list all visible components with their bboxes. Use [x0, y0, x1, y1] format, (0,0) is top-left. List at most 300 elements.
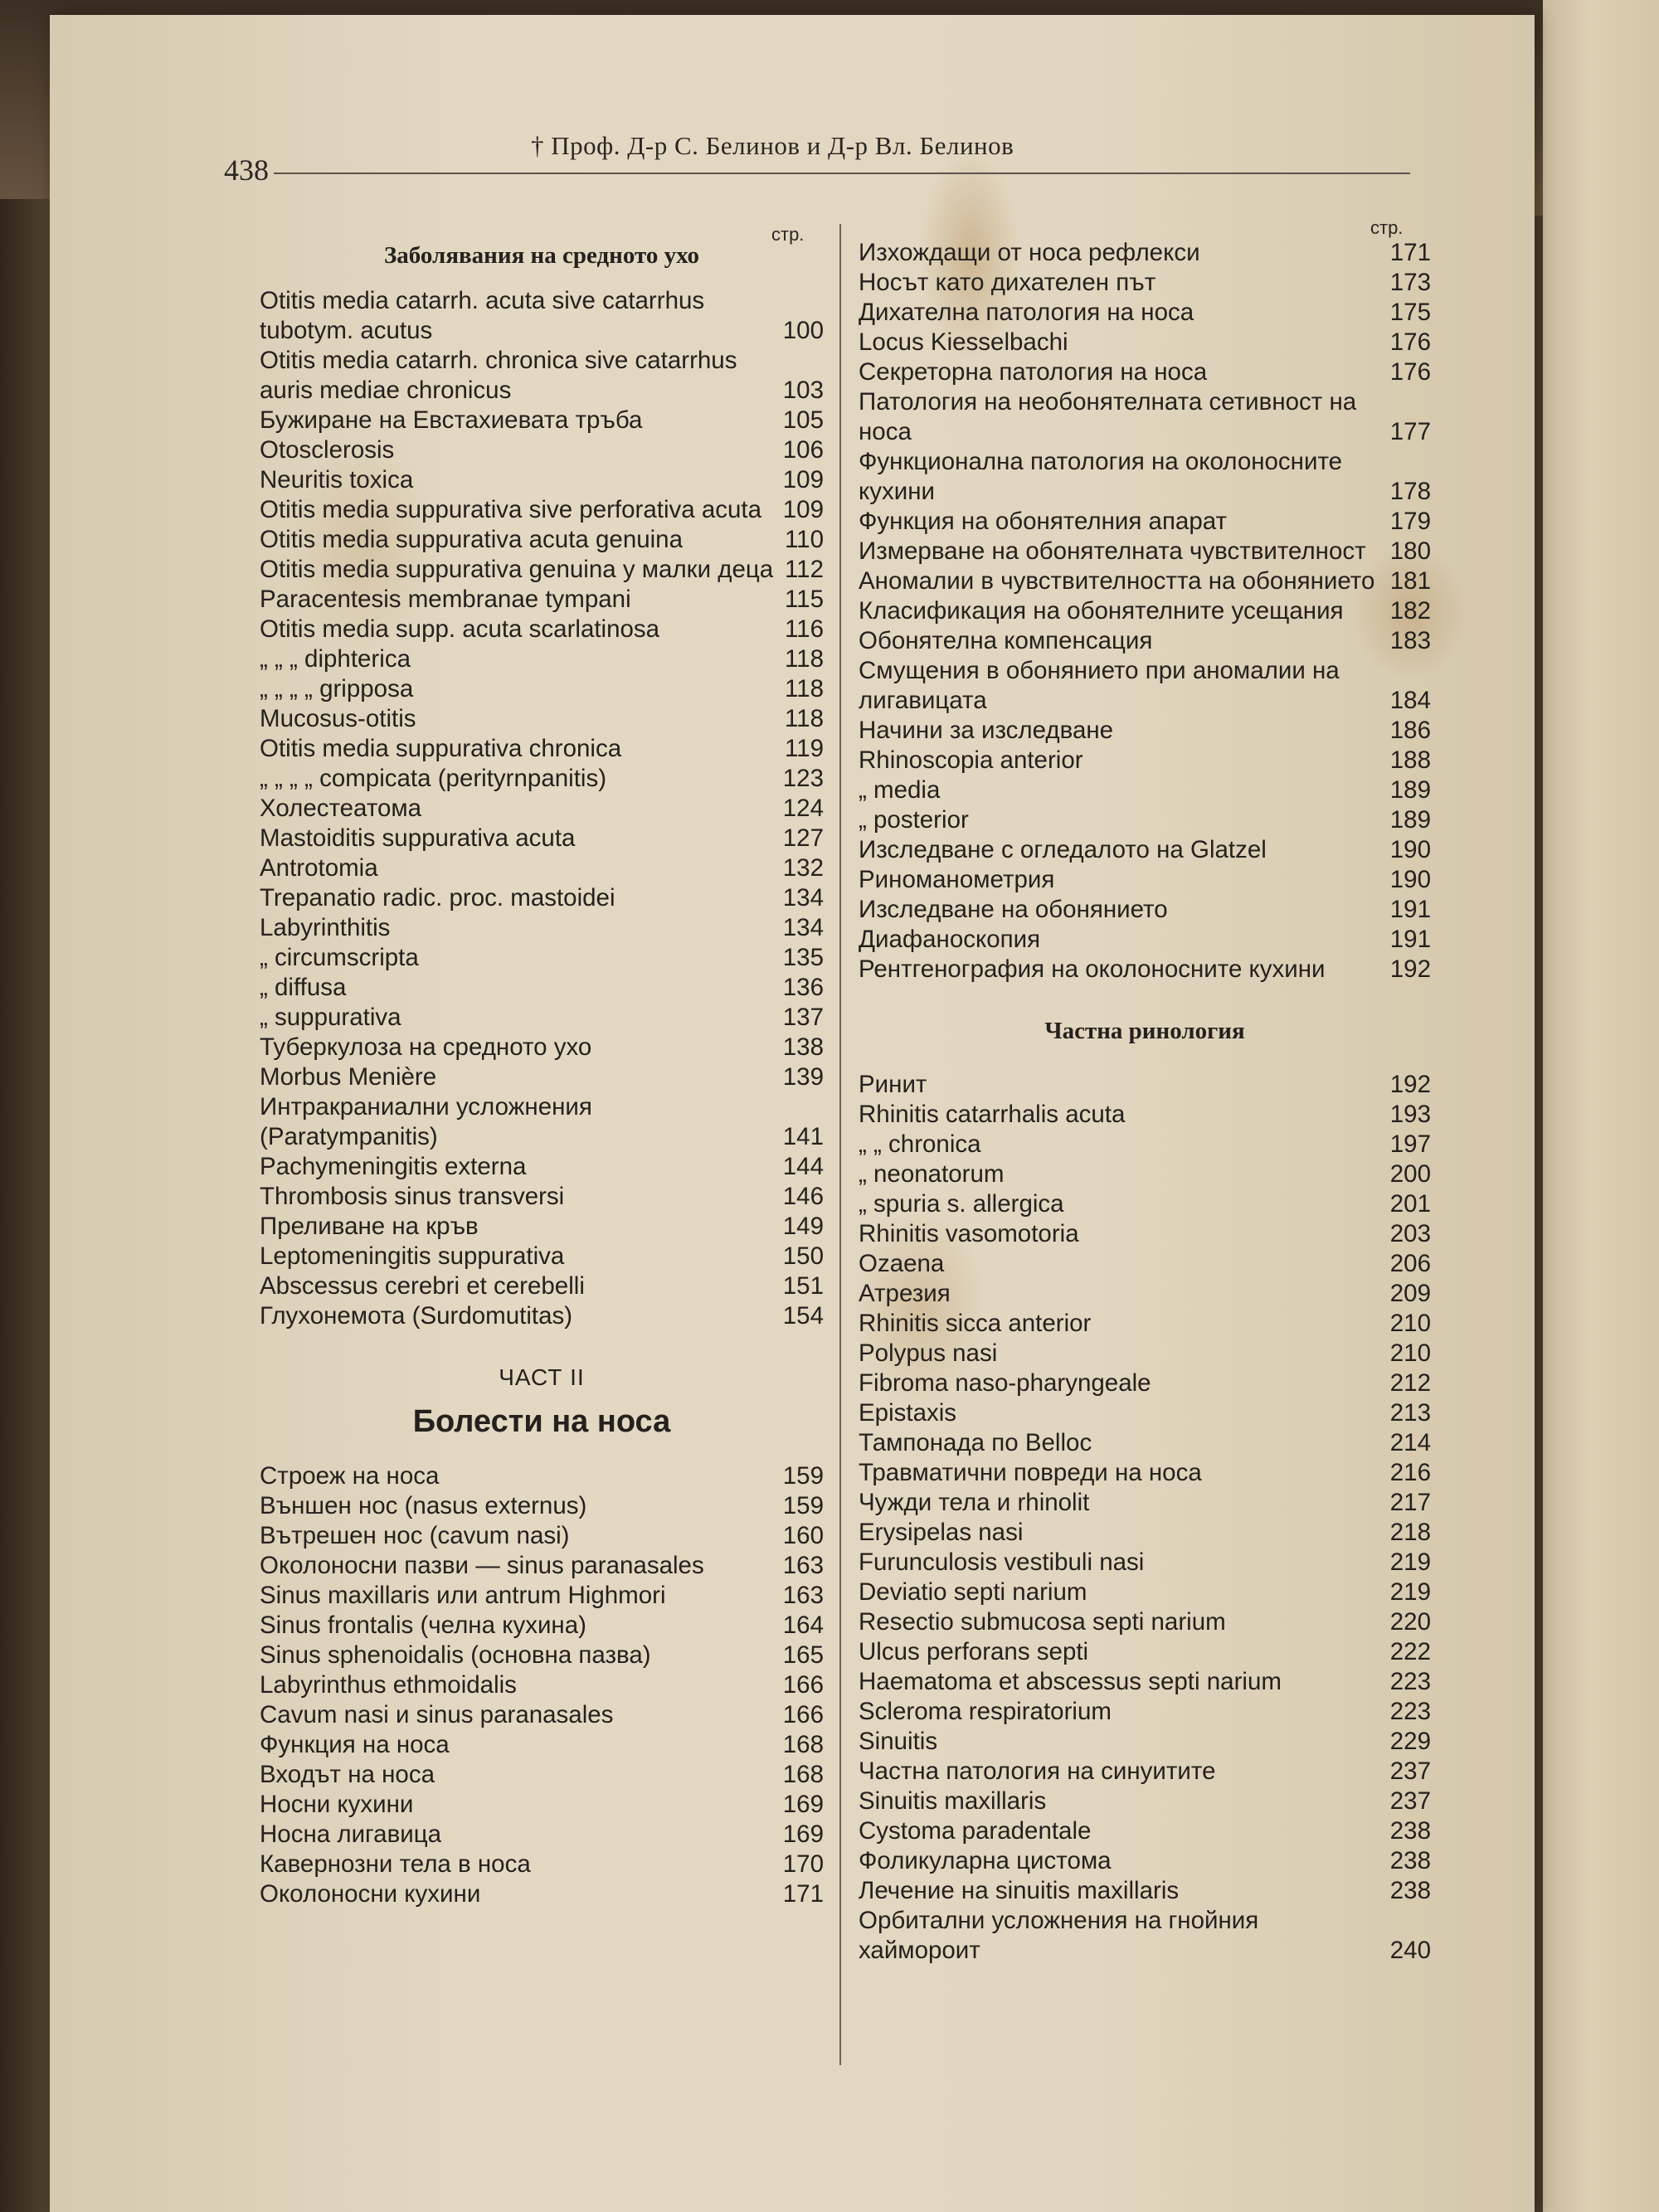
toc-entry — [260, 1700, 824, 1730]
toc-entry-title: Epistaxis — [859, 1399, 957, 1427]
toc-entry — [859, 925, 1431, 955]
toc-entry-page: 192 — [1389, 1071, 1431, 1098]
toc-entry-title: Външен нос (nasus externus) — [260, 1492, 587, 1519]
toc-entry-title: Pachymeningitis externa — [260, 1153, 527, 1180]
toc-entry-page: 183 — [1389, 627, 1431, 654]
toc-entry — [260, 1092, 824, 1152]
toc-entry-page: 176 — [1389, 328, 1431, 356]
toc-entry-title: Обонятелна компенсация — [859, 627, 1153, 654]
toc-entry — [859, 1159, 1431, 1189]
toc-entry-title: Строеж на носа — [260, 1462, 440, 1490]
toc-entry — [859, 1309, 1431, 1339]
toc-entry — [859, 1607, 1431, 1637]
toc-entry-page: 182 — [1389, 597, 1431, 625]
toc-entry — [260, 555, 824, 585]
toc-entry-title: Otitis media suppurativa sive perforativa acuta — [260, 496, 762, 523]
toc-entry-title: Травматични повреди на носа — [859, 1459, 1202, 1486]
toc-entry-title: Диафаноскопия — [859, 926, 1041, 953]
toc-entry — [260, 913, 824, 943]
toc-entry-page: 100 — [782, 317, 824, 344]
right-column — [859, 211, 1431, 1966]
toc-entry-title: Otitis media suppurativa genuina у малки деца — [260, 556, 774, 583]
toc-entry-page: 118 — [784, 645, 824, 673]
toc-entry-page: 119 — [784, 735, 824, 762]
toc-entry-page: 219 — [1389, 1578, 1431, 1606]
toc-entry-title: Sinuitis — [859, 1728, 938, 1755]
toc-entry-page: 136 — [782, 974, 824, 1001]
toc-entry-title: Labyrinthus ethmoidalis — [260, 1671, 517, 1699]
toc-entry-title: Ozaena — [859, 1250, 945, 1277]
toc-entry — [260, 346, 824, 406]
toc-entry-title: Rhinitis vasomotoria — [859, 1220, 1079, 1247]
toc-entry — [260, 1730, 824, 1760]
toc-entry-title: „ „ „ „ gripposa — [260, 675, 414, 702]
toc-entry-page: 176 — [1389, 358, 1431, 386]
toc-entry-title: Mastoiditis suppurativa acuta — [260, 824, 576, 852]
toc-entry-title: Haematoma et abscessus septi narium — [859, 1668, 1282, 1695]
toc-entry-title: Носът като дихателен път — [859, 269, 1156, 296]
toc-entry-title: Antrotomia — [260, 854, 378, 882]
toc-entry-page: 170 — [782, 1850, 824, 1878]
toc-entry — [859, 1398, 1431, 1428]
toc-entry-page: 218 — [1389, 1519, 1431, 1546]
toc-entry-page: 190 — [1389, 866, 1431, 893]
toc-entry-title: Rhinitis sicca anterior — [859, 1310, 1092, 1337]
toc-entry — [859, 387, 1431, 447]
toc-entry-page: 166 — [782, 1701, 824, 1728]
toc-entry-page: 200 — [1389, 1160, 1431, 1188]
toc-entry-page: 169 — [782, 1821, 824, 1848]
toc-entry — [859, 298, 1431, 328]
toc-entry — [859, 656, 1431, 716]
toc-entry-title: Изследване с огледалото на Glatzel — [859, 836, 1267, 863]
toc-entry-title: Риноманометрия — [859, 866, 1055, 893]
toc-entry — [859, 746, 1431, 775]
toc-entry — [859, 238, 1431, 268]
toc-entry-title: Sinus sphenoidalis (основна пазва) — [260, 1641, 651, 1669]
toc-entry-title: Дихателна патология на носа — [859, 299, 1194, 326]
toc-entry — [859, 1369, 1431, 1398]
left-column — [260, 216, 824, 1909]
toc-entry — [859, 507, 1431, 537]
toc-entry — [859, 1458, 1431, 1488]
toc-entry-title: „ spuria s. allergica — [859, 1190, 1064, 1218]
toc-entry-title: Преливане на кръв — [260, 1213, 479, 1240]
toc-entry-page: 189 — [1389, 776, 1431, 804]
toc-entry-page: 123 — [782, 765, 824, 792]
toc-entry — [260, 1850, 824, 1879]
toc-entry — [859, 1697, 1431, 1727]
toc-entry-title: „ posterior — [859, 806, 969, 834]
toc-entry-page: 137 — [782, 1004, 824, 1031]
toc-entry — [260, 1641, 824, 1670]
toc-entry-title: Околоносни пазви — sinus paranasales — [260, 1552, 704, 1579]
toc-entry-title: Erysipelas nasi — [859, 1519, 1024, 1546]
toc-entry-page: 184 — [1389, 687, 1431, 714]
toc-entry-page: 197 — [1389, 1130, 1431, 1158]
toc-entry-page: 216 — [1389, 1459, 1431, 1486]
toc-entry-page: 173 — [1389, 269, 1431, 296]
toc-entry-title: Rhinoscopia anterior — [859, 746, 1083, 774]
toc-entry-page: 201 — [1389, 1190, 1431, 1218]
toc-entry — [859, 626, 1431, 656]
toc-entry-title: Sinus maxillaris или antrum Highmori — [260, 1582, 666, 1609]
toc-entry — [859, 1130, 1431, 1159]
toc-list-nose — [260, 1461, 824, 1909]
toc-entry-page: 165 — [782, 1641, 824, 1669]
toc-entry — [859, 1279, 1431, 1309]
toc-entry-page: 223 — [1389, 1698, 1431, 1725]
toc-entry — [260, 495, 824, 525]
toc-entry-page: 134 — [782, 914, 824, 941]
toc-entry-page: 217 — [1389, 1489, 1431, 1516]
toc-entry — [859, 1428, 1431, 1458]
toc-entry — [260, 1670, 824, 1700]
toc-entry-page: 146 — [782, 1183, 824, 1210]
toc-entry-page: 149 — [782, 1213, 824, 1240]
toc-entry-page: 109 — [782, 496, 824, 523]
toc-entry-page: 168 — [782, 1731, 824, 1758]
toc-entry — [859, 1548, 1431, 1578]
toc-entry — [859, 1070, 1431, 1100]
running-head — [224, 124, 1410, 187]
toc-entry — [260, 1611, 824, 1641]
toc-entry-page: 169 — [782, 1791, 824, 1818]
toc-entry-title: Resectio submucosa septi narium — [859, 1608, 1226, 1636]
toc-entry — [859, 1787, 1431, 1816]
toc-entry — [859, 268, 1431, 298]
toc-entry-page: 132 — [782, 854, 824, 882]
toc-entry — [260, 1301, 824, 1331]
toc-entry — [260, 1242, 824, 1271]
toc-entry — [859, 1727, 1431, 1757]
toc-entry — [260, 794, 824, 824]
toc-entry-page: 237 — [1389, 1787, 1431, 1815]
toc-entry-title: Trepanatio radic. proc. mastoidei — [260, 884, 615, 912]
toc-entry-title: Labyrinthitis — [260, 914, 391, 941]
toc-entry-title: Otitis media supp. acuta scarlatinosa — [260, 615, 660, 643]
toc-entry — [260, 1760, 824, 1790]
toc-entry — [260, 1581, 824, 1611]
toc-entry-page: 190 — [1389, 836, 1431, 863]
toc-entry — [260, 1551, 824, 1581]
toc-entry-page: 193 — [1389, 1101, 1431, 1128]
toc-entry-page: 210 — [1389, 1310, 1431, 1337]
toc-entry-page: 213 — [1389, 1399, 1431, 1427]
toc-entry-page: 118 — [784, 705, 824, 732]
column-divider — [839, 224, 841, 2065]
toc-entry-title: „ „ „ diphterica — [260, 645, 411, 673]
adjacent-page — [1543, 0, 1659, 2212]
toc-entry — [859, 1518, 1431, 1548]
toc-entry-title: Abscessus cerebri et cerebelli — [260, 1272, 585, 1300]
toc-entry — [859, 716, 1431, 746]
toc-entry-title: Otitis media catarrh. acuta sive catarrhus tubotym. acutus — [260, 287, 712, 344]
toc-entry — [260, 1521, 824, 1551]
toc-entry-page: 171 — [1389, 239, 1431, 266]
toc-entry-title: „ diffusa — [260, 974, 347, 1001]
toc-entry-title: Чужди тела и rhinolit — [859, 1489, 1090, 1516]
toc-entry — [859, 537, 1431, 566]
toc-entry-page: 219 — [1389, 1548, 1431, 1576]
toc-entry-title: Rhinitis catarrhalis acuta — [859, 1101, 1126, 1128]
toc-entry-title: Класификация на обонятелните усещания — [859, 597, 1344, 625]
toc-entry-page: 222 — [1389, 1638, 1431, 1665]
toc-entry — [859, 1488, 1431, 1518]
toc-entry-page: 210 — [1389, 1339, 1431, 1367]
toc-entry-page: 168 — [782, 1761, 824, 1788]
toc-entry-title: Ulcus perforans septi — [859, 1638, 1089, 1665]
toc-entry-page: 189 — [1389, 806, 1431, 834]
toc-entry — [859, 1339, 1431, 1369]
toc-entry-title: Polypus nasi — [859, 1339, 998, 1367]
toc-entry — [260, 853, 824, 883]
toc-entry-title: Leptomeningitis suppurativa — [260, 1242, 565, 1270]
toc-entry — [260, 764, 824, 794]
toc-entry — [260, 1491, 824, 1521]
toc-entry-title: Носни кухини — [260, 1791, 414, 1818]
toc-entry-title: Mucosus-otitis — [260, 705, 416, 732]
toc-entry-title: „ „ „ „ compicata (perityrnpanitis) — [260, 765, 607, 792]
toc-entry — [859, 1816, 1431, 1846]
toc-entry — [859, 775, 1431, 805]
toc-entry-title: Начини за изследване — [859, 717, 1114, 744]
toc-entry — [260, 824, 824, 853]
toc-entry — [859, 357, 1431, 387]
toc-entry — [859, 596, 1431, 626]
section-title-middle-ear: Заболявания на средното ухо — [384, 242, 699, 269]
toc-entry-title: Thrombosis sinus transversi — [260, 1183, 565, 1210]
toc-entry — [859, 1637, 1431, 1667]
toc-entry-title: Locus Kiesselbachi — [859, 328, 1068, 356]
toc-entry — [859, 1219, 1431, 1249]
toc-entry-page: 188 — [1389, 746, 1431, 774]
toc-entry-title: Scleroma respiratorium — [859, 1698, 1112, 1725]
toc-entry-page: 138 — [782, 1033, 824, 1061]
toc-entry-title: Sinus frontalis (челна кухина) — [260, 1612, 586, 1639]
toc-entry — [260, 1461, 824, 1491]
toc-entry — [859, 835, 1431, 865]
toc-entry-title: Функция на обонятелния апарат — [859, 508, 1228, 535]
toc-entry-page: 180 — [1389, 537, 1431, 565]
toc-entry-title: Патология на необонятелната сетивност на носа — [859, 388, 1364, 445]
toc-entry-title: Otitis media suppurativa acuta genuina — [260, 526, 683, 553]
toc-entry-title: Туберкулоза на средното ухо — [260, 1033, 592, 1061]
toc-entry-page: 163 — [782, 1552, 824, 1579]
toc-entry-page: 240 — [1389, 1937, 1431, 1964]
page-number: 438 — [224, 153, 269, 187]
toc-entry — [859, 566, 1431, 596]
toc-entry — [859, 1667, 1431, 1697]
toc-entry — [260, 883, 824, 913]
toc-entry-page: 134 — [782, 884, 824, 912]
toc-entry-title: Орбитални усложнения на гнойния хаймороит — [859, 1907, 1266, 1964]
page-column-label-right: стр. — [1370, 217, 1404, 238]
toc-entry-page: 144 — [782, 1153, 824, 1180]
toc-entry-title: „ media — [859, 776, 941, 804]
toc-entry — [859, 447, 1431, 507]
toc-entry — [859, 805, 1431, 835]
toc-entry-page: 238 — [1389, 1877, 1431, 1904]
toc-entry-page: 118 — [784, 675, 824, 702]
toc-entry-page: 159 — [782, 1492, 824, 1519]
toc-entry — [859, 895, 1431, 925]
toc-entry — [859, 1578, 1431, 1607]
toc-entry-page: 127 — [782, 824, 824, 852]
toc-entry-page: 186 — [1389, 717, 1431, 744]
toc-entry — [260, 1820, 824, 1850]
toc-entry-page: 238 — [1389, 1847, 1431, 1874]
toc-entry-page: 105 — [782, 406, 824, 434]
toc-entry — [260, 525, 824, 555]
toc-entry-title: Глухонемота (Surdomutitas) — [260, 1302, 573, 1330]
toc-entry-title: Изхождащи от носа рефлекси — [859, 239, 1200, 266]
toc-entry-page: 237 — [1389, 1757, 1431, 1785]
toc-entry — [859, 955, 1431, 984]
toc-entry — [859, 1249, 1431, 1279]
toc-entry-title: Функционална патология на околоносните кухини — [859, 448, 1350, 505]
toc-entry-title: Sinuitis maxillaris — [859, 1787, 1047, 1815]
toc-entry-page: 124 — [782, 795, 824, 822]
toc-entry-title: Холестеатома — [260, 795, 422, 822]
toc-entry-page: 220 — [1389, 1608, 1431, 1636]
toc-entry-page: 110 — [784, 526, 824, 553]
toc-entry-title: Атрезия — [859, 1280, 951, 1307]
toc-entry-title: Рентгенография на околоносните кухини — [859, 955, 1326, 983]
toc-entry-title: Fibroma naso-pharyngeale — [859, 1369, 1151, 1397]
toc-entry — [260, 1790, 824, 1820]
toc-entry — [859, 1876, 1431, 1906]
toc-entry-title: Бужиране на Евстахиевата тръба — [260, 406, 643, 434]
toc-entry-page: 178 — [1389, 478, 1431, 505]
toc-entry-title: „ neonatorum — [859, 1160, 1005, 1188]
toc-entry-page: 203 — [1389, 1220, 1431, 1247]
toc-entry — [859, 1100, 1431, 1130]
toc-entry — [859, 1757, 1431, 1787]
toc-entry — [859, 1189, 1431, 1219]
part-title: Болести на носа — [412, 1404, 671, 1439]
page-column-label-left: стр. — [771, 224, 805, 245]
toc-entry — [260, 615, 824, 644]
toc-entry — [260, 704, 824, 734]
header-rule — [274, 173, 1410, 174]
toc-entry-page: 163 — [782, 1582, 824, 1609]
toc-entry-title: Furunculosis vestibuli nasi — [859, 1548, 1145, 1576]
toc-entry-page: 209 — [1389, 1280, 1431, 1307]
toc-entry-page: 139 — [782, 1063, 824, 1091]
toc-entry-page: 191 — [1389, 926, 1431, 953]
toc-entry-page: 223 — [1389, 1668, 1431, 1695]
toc-list-middle-ear — [260, 286, 824, 1331]
toc-entry-page: 159 — [782, 1462, 824, 1490]
toc-entry-title: Измерване на обонятелната чувствителност — [859, 537, 1366, 565]
toc-entry — [260, 1271, 824, 1301]
toc-entry — [859, 328, 1431, 357]
header-authors: † Проф. Д-р С. Белинов и Д-р Вл. Белинов — [531, 131, 1014, 160]
toc-entry-title: Тампонада по Belloc — [859, 1429, 1092, 1456]
toc-entry-title: Фоликуларна цистома — [859, 1847, 1112, 1874]
toc-entry-page: 229 — [1389, 1728, 1431, 1755]
toc-entry-page: 151 — [782, 1272, 824, 1300]
toc-entry-page: 115 — [784, 586, 824, 613]
toc-entry-title: Околоносни кухини — [260, 1880, 481, 1908]
toc-entry-title: Otosclerosis — [260, 436, 395, 464]
toc-entry-title: Вътрешен нос (cavum nasi) — [260, 1522, 570, 1549]
toc-entry — [260, 674, 824, 704]
toc-list-rhinology — [859, 1070, 1431, 1966]
toc-entry-title: Частна патология на синуитите — [859, 1757, 1216, 1785]
toc-entry-page: 214 — [1389, 1429, 1431, 1456]
toc-entry — [260, 973, 824, 1003]
toc-entry — [260, 1879, 824, 1909]
toc-entry-title: Morbus Menière — [260, 1063, 437, 1091]
toc-entry — [260, 286, 824, 346]
toc-entry — [260, 943, 824, 973]
toc-entry-title: Cavum nasi и sinus paranasales — [260, 1701, 614, 1728]
part-label: ЧАСТ II — [499, 1364, 585, 1390]
toc-entry — [260, 1182, 824, 1212]
toc-entry-page: 212 — [1389, 1369, 1431, 1397]
toc-entry-title: Носна лигавица — [260, 1821, 442, 1848]
toc-entry-title: „ circumscripta — [260, 944, 419, 971]
toc-entry — [260, 406, 824, 435]
toc-entry-page: 192 — [1389, 955, 1431, 983]
toc-entry-page: 116 — [784, 615, 824, 643]
toc-entry-page: 106 — [782, 436, 824, 464]
toc-list-nose-continued — [859, 238, 1431, 984]
toc-entry-title: Neuritis toxica — [260, 466, 414, 493]
toc-entry-page: 135 — [782, 944, 824, 971]
toc-entry-page: 160 — [782, 1522, 824, 1549]
toc-entry — [260, 465, 824, 495]
toc-entry — [859, 1906, 1431, 1966]
toc-entry — [260, 1212, 824, 1242]
toc-entry-title: Изследване на обонянието — [859, 896, 1168, 923]
toc-entry — [260, 435, 824, 465]
toc-entry-page: 191 — [1389, 896, 1431, 923]
toc-entry-title: Интракраниални усложнения (Paratympanitis) — [260, 1093, 600, 1150]
toc-entry — [859, 1846, 1431, 1876]
toc-entry-title: Cystoma paradentale — [859, 1817, 1092, 1845]
toc-entry-title: „ „ chronica — [859, 1130, 981, 1158]
toc-entry-page: 175 — [1389, 299, 1431, 326]
toc-entry — [260, 1152, 824, 1182]
toc-entry-page: 164 — [782, 1612, 824, 1639]
toc-entry — [260, 734, 824, 764]
toc-entry-page: 171 — [782, 1880, 824, 1908]
toc-entry-page: 166 — [782, 1671, 824, 1699]
toc-entry — [260, 1003, 824, 1033]
toc-entry-page: 150 — [782, 1242, 824, 1270]
toc-entry — [260, 1062, 824, 1092]
toc-entry-title: Otitis media catarrh. chronica sive catarrhus auris mediae chronicus — [260, 347, 744, 404]
toc-entry-title: Ринит — [859, 1071, 927, 1098]
toc-entry-title: Лечение на sinuitis maxillaris — [859, 1877, 1180, 1904]
toc-entry-title: Paracentesis membranae tympani — [260, 586, 631, 613]
toc-entry-page: 141 — [782, 1123, 824, 1150]
toc-entry-title: Входът на носа — [260, 1761, 435, 1788]
toc-entry-title: Смущения в обонянието при аномалии на лигавицата — [859, 657, 1346, 714]
toc-entry-page: 181 — [1389, 567, 1431, 595]
toc-entry-title: Кавернозни тела в носа — [260, 1850, 531, 1878]
toc-entry-page: 154 — [782, 1302, 824, 1330]
toc-entry-title: Deviatio septi narium — [859, 1578, 1087, 1606]
toc-entry-title: „ suppurativa — [260, 1004, 401, 1031]
toc-entry-title: Секреторна патология на носа — [859, 358, 1208, 386]
toc-entry — [859, 865, 1431, 895]
toc-entry — [260, 1033, 824, 1062]
toc-entry — [260, 585, 824, 615]
